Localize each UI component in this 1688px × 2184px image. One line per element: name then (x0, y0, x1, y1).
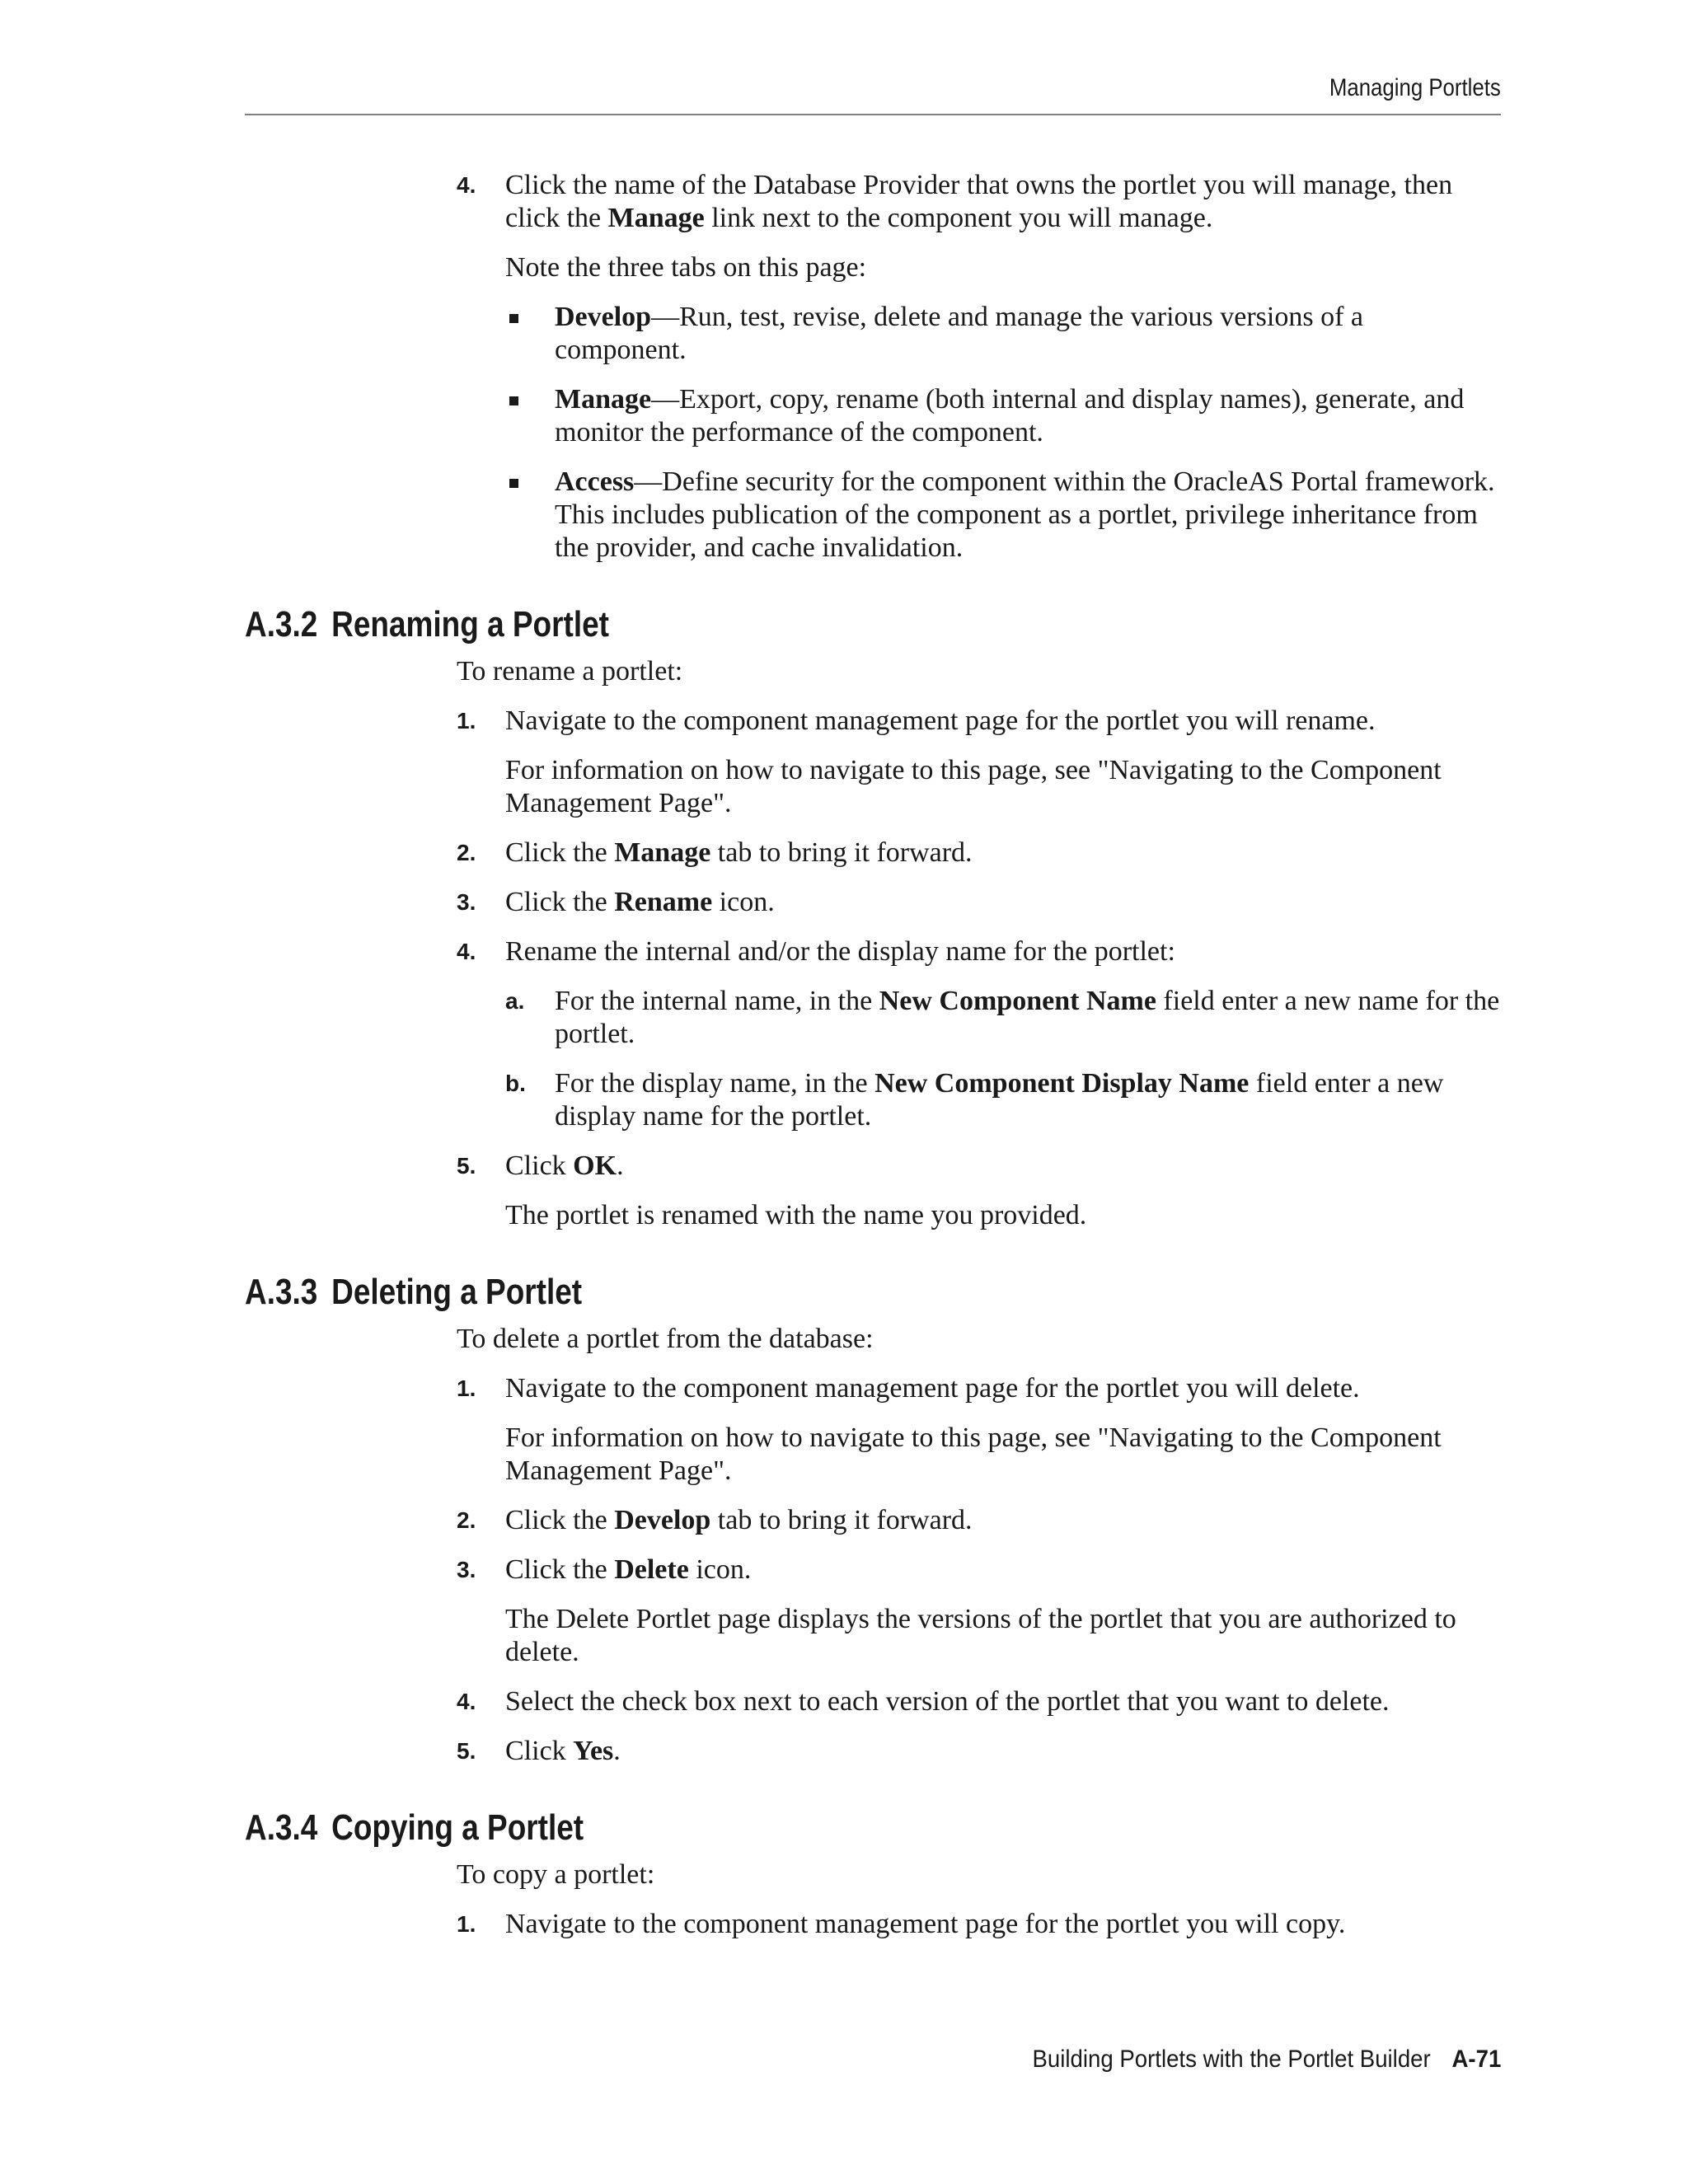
tabs-note: Note the three tabs on this page: (505, 252, 867, 283)
delete-step-1 (457, 1372, 1501, 1405)
delete-step-3 (457, 1554, 1501, 1586)
rename-substeps (505, 985, 1501, 1133)
navigation-note: For information on how to navigate to this page, see "Navigating to the Component Management Page". (505, 755, 1442, 818)
bullet-desc: —Export, copy, rename (both internal and display names), generate, and monitor the performance of the component. (555, 384, 1465, 448)
rename-step-1 (457, 705, 1501, 738)
step-text: Navigate to the component management page for the portlet you will delete. (505, 1373, 1360, 1404)
step-text: Click the (505, 1505, 615, 1535)
step-text: . (613, 1736, 621, 1766)
step-number: 1. (457, 1911, 476, 1937)
rename-step-4 (457, 935, 1501, 968)
square-bullet-icon (509, 479, 518, 488)
bullet-term: Access (555, 466, 635, 497)
result-note: The portlet is renamed with the name you provided. (505, 1200, 1087, 1230)
step-text: Click the (505, 887, 615, 917)
deleting-body (457, 1323, 1501, 1768)
step-text: icon. (688, 1554, 752, 1585)
bold-term: Rename (614, 887, 713, 917)
section-title: Copying a Portlet (331, 1807, 584, 1848)
section-number: A.3.4 (245, 1807, 318, 1848)
lead-text: To copy a portlet: (457, 1859, 655, 1890)
substep-text: For the display name, in the (555, 1068, 875, 1099)
delete-page-note: The Delete Portlet page displays the versions of the portlet that you are authorized to delete. (505, 1604, 1456, 1667)
bold-term: New Component Name (879, 986, 1156, 1016)
bold-term: Manage (607, 203, 705, 233)
step-number: 2. (457, 840, 476, 865)
intro-step-4 (457, 169, 1501, 235)
renaming-body (457, 655, 1501, 1232)
bold-term: Develop (614, 1505, 711, 1535)
section-number: A.3.3 (245, 1272, 318, 1312)
copy-step-1 (457, 1908, 1501, 1941)
bullet-access (505, 466, 1501, 565)
step-text: Navigate to the component management page for the portlet you will rename. (505, 705, 1376, 736)
step-text: Navigate to the component management page for the portlet you will copy. (505, 1909, 1346, 1939)
step-text: Select the check box next to each version of the portlet that you want to delete. (505, 1686, 1390, 1717)
tabs-bullet-list (505, 301, 1501, 565)
bullet-develop (505, 301, 1501, 367)
copying-body (457, 1858, 1501, 1941)
running-title: Managing Portlets (1329, 74, 1501, 101)
substep-letter: b. (505, 1071, 526, 1096)
step-text: Click the (505, 837, 615, 868)
delete-step-5 (457, 1735, 1501, 1768)
step-number: 3. (457, 1557, 476, 1582)
step-text: Click the name of the Database Provider that owns the portlet you will manage, then click the (505, 170, 1453, 233)
rename-step-3 (457, 886, 1501, 919)
step-number: 4. (457, 172, 476, 198)
section-number: A.3.2 (245, 604, 318, 644)
step-number: 5. (457, 1738, 476, 1764)
delete-step-4 (457, 1685, 1501, 1718)
step-text: Rename the internal and/or the display name for the portlet: (505, 936, 1175, 967)
section-title: Deleting a Portlet (331, 1272, 583, 1312)
step-text: tab to bring it forward. (710, 837, 973, 868)
rename-step-5 (457, 1150, 1501, 1183)
page-content (245, 169, 1501, 1957)
section-heading-copying (245, 1806, 1300, 1850)
bold-term: OK (573, 1151, 617, 1181)
bullet-term: Develop (555, 302, 652, 332)
bold-term: Delete (614, 1554, 689, 1585)
bullet-desc: —Define security for the component within the OracleAS Portal framework. This includes publication of the component as a portlet, privilege inheritance from the provider, and cache invalidation. (555, 466, 1495, 563)
step-number: 4. (457, 1689, 476, 1714)
rename-substep-b (505, 1067, 1501, 1133)
navigation-note: For information on how to navigate to this page, see "Navigating to the Component Management Page". (505, 1422, 1442, 1486)
step-text: Click (505, 1736, 574, 1766)
section-title: Renaming a Portlet (331, 604, 609, 644)
step-number: 1. (457, 1376, 476, 1401)
step-number: 4. (457, 939, 476, 964)
step-text: tab to bring it forward. (710, 1505, 973, 1535)
lead-text: To rename a portlet: (457, 656, 683, 687)
bullet-term: Manage (555, 384, 652, 415)
substep-text: For the internal name, in the (555, 986, 879, 1016)
step-text: Click the (505, 1554, 615, 1585)
step-text: link next to the component you will manage. (704, 203, 1213, 233)
book-title: Building Portlets with the Portlet Builder (1032, 2046, 1431, 2073)
step-number: 2. (457, 1507, 476, 1533)
page-footer (1032, 2046, 1501, 2074)
step-text: Click (505, 1151, 574, 1181)
section-heading-renaming (245, 602, 1300, 647)
bullet-desc: —Run, test, revise, delete and manage the various versions of a component. (555, 302, 1364, 365)
square-bullet-icon (509, 396, 518, 405)
rename-step-2 (457, 837, 1501, 869)
bold-term: New Component Display Name (874, 1068, 1250, 1099)
step-text: . (617, 1151, 624, 1181)
substep-text: field enter a new name for the portlet. (555, 986, 1500, 1049)
bold-term: Manage (614, 837, 711, 868)
bold-term: Yes (573, 1736, 614, 1766)
step-number: 3. (457, 889, 476, 915)
substep-letter: a. (505, 988, 525, 1014)
substep-text: field enter a new display name for the portlet. (555, 1068, 1444, 1132)
page-number: A-71 (1451, 2046, 1501, 2073)
square-bullet-icon (509, 314, 518, 323)
step-number: 5. (457, 1153, 476, 1179)
section-heading-deleting (245, 1270, 1300, 1315)
page-header (245, 74, 1501, 115)
step-text: icon. (712, 887, 775, 917)
bullet-manage (505, 383, 1501, 449)
step-number: 1. (457, 708, 476, 733)
delete-step-2 (457, 1504, 1501, 1537)
lead-text: To delete a portlet from the database: (457, 1324, 874, 1354)
rename-substep-a (505, 985, 1501, 1051)
intro-block (457, 169, 1501, 565)
